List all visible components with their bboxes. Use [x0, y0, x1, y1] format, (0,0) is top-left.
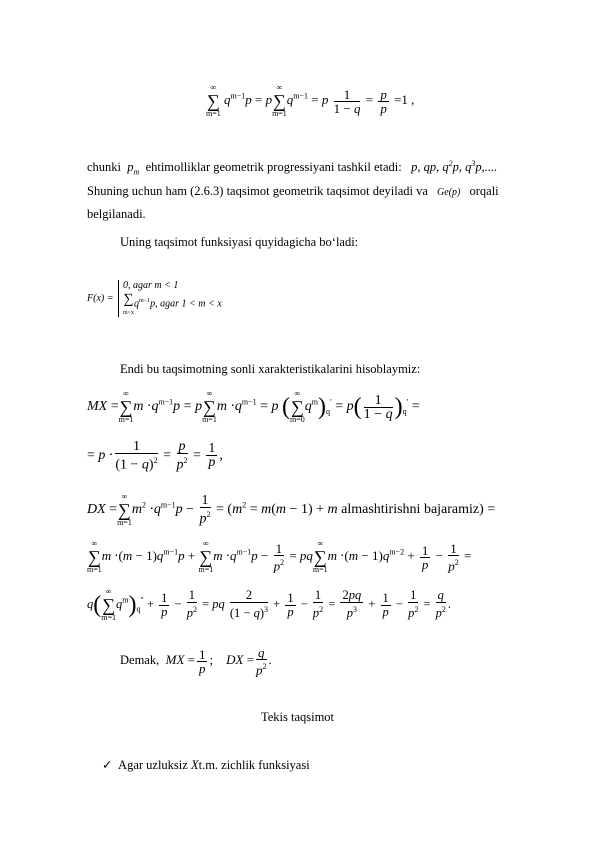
formula-dx-line2: ∞ ∑ m=1 $m \cdot(m - 1)q^{m-1}p$ + ∞ ∑ m=1 $m \cdot q^{m-1}p$ − $\frac{1}{p^2}$ = pq ∞ ∑ m=1 $m \cdot(m - 1)q^{m-2}$ + $\frac{1}{p}$ − $\frac{1}{p^2}$ = — [87, 539, 472, 574]
formula-cdf: F(x) = 0, agar m < 1 ∑ m<x $q^{m-1}p$, agar 1 < m < x — [87, 280, 222, 316]
section-heading: Tekis taqsimot — [260, 710, 335, 724]
text-orqali: orqali — [469, 184, 499, 198]
text-shuning: Shuning uchun ham (2.6.3) taqsimot geometrik taqsimot deyiladi va — [87, 184, 428, 198]
formula-sum-probabilities: ∞ ∑ m=1 $q^{m-1}p = p$ ∞ ∑ m=1 $q^{m-1} = p$ $\frac{1}{1 - q}$ = $\frac{p}{p}$ =1 , — [206, 83, 415, 118]
text-chunki: chunki — [87, 160, 122, 175]
text-progression: ehtimolliklar geometrik progressiyani tashkil etadi: — [145, 160, 402, 175]
math-sequence: p, qp, $q^2p$, $q^3p$,.... — [404, 159, 498, 175]
math-pm: $p_m$ — [124, 160, 140, 177]
math-ge-p: Ge(p) — [437, 187, 461, 198]
formula-result: MX = $\frac{1}{p}$ ; DX = $\frac{q}{p^2}$ . — [165, 645, 272, 678]
bullet-text: Agar uzluksiz — [118, 758, 188, 772]
text-taqsimot-funksiyasi: Uning taqsimot funksiyasi quyidagicha bo‘ladi: — [120, 235, 359, 249]
bullet-item — [102, 757, 310, 773]
text-sonli-xarakteristikalar: Endi bu taqsimotning sonli xarakteristikalarini hisoblaymiz: — [120, 362, 421, 376]
formula-mx-line1: MX = ∞ ∑ m=1 $m \cdot q^{m-1}p = p$ ∞ ∑ m=1 $m \cdot q^{m-1} = p$ ( ∞ ∑ m=0 $q^m)_q' = p$( $\frac{1}{1 - q}$ )$_q'$ = — [87, 389, 420, 424]
text-demak: Demak, — [120, 653, 160, 668]
bullet-variable: X — [190, 758, 199, 772]
bullet-text-after: t.m. zichlik funksiyasi — [198, 758, 310, 772]
formula-dx-line3: q( ∞ ∑ m=1 $q^m)_q''$ + $\frac{1}{p}$ − $\frac{1}{p^2}$ = pq $\frac{2}{(1 - q)^3}$ + $\frac{1}{p}$ − $\frac{1}{p^2}$ = $\frac{2pq}{p^3}$ + $\frac{1}{p}$ − $\frac{1}{p^2}$ = $\frac{q}{p^2}$ . — [87, 587, 452, 622]
checkmark-icon: ✓ — [102, 757, 113, 772]
cdf-case-2: , agar 1 < m < x — [155, 298, 222, 310]
formula-dx-line1: DX = ∞ ∑ m=1 $m^2 \cdot q^{m-1}p$ − $\frac{1}{p^2}$ = ($m^2 = m(m - 1) + m$ almashtirishni bajaramiz) = — [87, 492, 496, 527]
text-belgilanadi: belgilanadi. — [87, 207, 146, 221]
cdf-case-1: 0, agar m < 1 — [122, 280, 179, 291]
formula-mx-line2: = p ⋅ $\frac{1}{(1 - q)^2}$ = $\frac{p}{p^2}$ = $\frac{1}{p}$ , — [87, 439, 223, 473]
text-almashtirish: almashtirishni bajaramiz) — [341, 502, 484, 518]
